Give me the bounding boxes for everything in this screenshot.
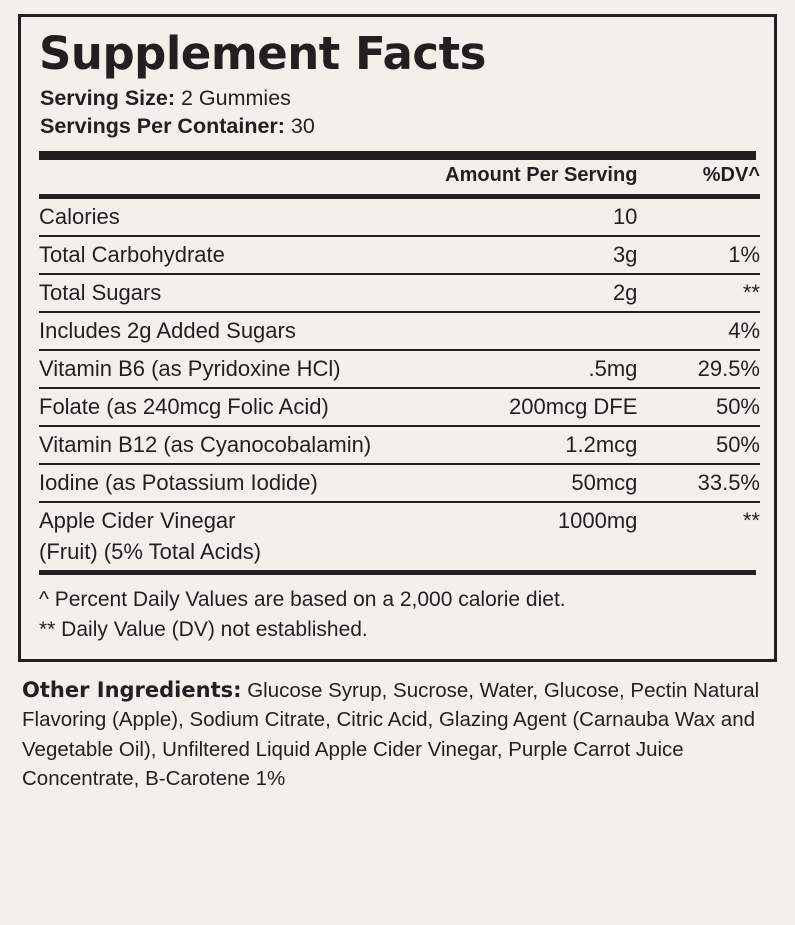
nutrient-amount: 1000mg (443, 502, 638, 539)
nutrient-amount: 1.2mcg (443, 426, 638, 464)
nutrient-dv: ** (637, 502, 760, 539)
other-ingredients (22, 676, 773, 793)
table-row (39, 274, 760, 312)
nutrient-dv: 50% (637, 426, 760, 464)
nutrient-name: Vitamin B6 (as Pyridoxine HCl) (39, 350, 443, 388)
nutrient-amount: 10 (443, 196, 638, 236)
table-row (39, 350, 760, 388)
page-title: Supplement Facts (39, 27, 486, 80)
servings-per-container-label: Servings Per Container: (40, 114, 285, 139)
nutrient-dv: 1% (637, 236, 760, 274)
column-header-blank (39, 160, 443, 197)
footnote-dv-not-established: ** Daily Value (DV) not established. (39, 617, 368, 641)
table-row (39, 502, 760, 539)
table-row (39, 388, 760, 426)
nutrient-amount (443, 539, 638, 570)
nutrient-amount: 2g (443, 274, 638, 312)
nutrient-amount: 50mcg (443, 464, 638, 502)
other-ingredients-label: Other Ingredients: (22, 677, 242, 702)
column-header-amount: Amount Per Serving (445, 163, 638, 186)
footnotes (39, 570, 756, 645)
nutrient-amount: 3g (443, 236, 638, 274)
nutrient-name: Includes 2g Added Sugars (39, 312, 443, 350)
nutrient-name: Folate (as 240mcg Folic Acid) (39, 388, 443, 426)
table-row (39, 464, 760, 502)
nutrition-table (39, 160, 760, 570)
table-row (39, 236, 760, 274)
nutrient-name: Total Sugars (39, 274, 443, 312)
servings-per-container-value: 30 (290, 114, 315, 139)
nutrient-name: Total Carbohydrate (39, 236, 443, 274)
serving-size-value: 2 Gummies (181, 85, 291, 110)
table-row (39, 426, 760, 464)
footnote-daily-values: ^ Percent Daily Values are based on a 2,000 calorie diet. (39, 587, 566, 611)
supplement-facts-panel (18, 14, 777, 662)
nutrient-dv: 33.5% (637, 464, 760, 502)
divider-thick-top (39, 151, 756, 160)
nutrient-name: (Fruit) (5% Total Acids) (39, 538, 262, 564)
table-row (39, 196, 760, 236)
table-row (39, 539, 760, 570)
nutrient-amount: .5mg (443, 350, 638, 388)
table-header-row (39, 160, 760, 197)
serving-size-line (40, 84, 758, 113)
nutrient-dv: 4% (637, 312, 760, 350)
nutrient-amount (443, 312, 638, 350)
nutrient-name: Vitamin B12 (as Cyanocobalamin) (39, 426, 443, 464)
nutrient-name: Calories (39, 196, 443, 236)
table-row (39, 312, 760, 350)
nutrient-dv: ** (637, 274, 760, 312)
nutrient-amount: 200mcg DFE (443, 388, 638, 426)
other-ingredients-text: Glucose Syrup, Sucrose, Water, Glucose, Pectin Natural Flavoring (Apple), Sodium Citrate, Citric Acid, Glazing Agent (Carnauba Wax and Vegetable Oil), Unfiltered Liquid Apple Cider Vinegar, Purple Carrot Juice Concentrate, B-Carotene 1% (22, 678, 760, 790)
column-header-dv: %DV^ (702, 163, 760, 186)
serving-size-label: Serving Size: (40, 85, 176, 110)
nutrient-name: Iodine (as Potassium Iodide) (39, 464, 443, 502)
servings-per-container-line (40, 112, 758, 141)
nutrient-dv: 29.5% (637, 350, 760, 388)
nutrient-dv (637, 539, 760, 570)
nutrient-dv (637, 196, 760, 236)
nutrient-name: Apple Cider Vinegar (39, 502, 443, 539)
nutrient-dv: 50% (637, 388, 760, 426)
